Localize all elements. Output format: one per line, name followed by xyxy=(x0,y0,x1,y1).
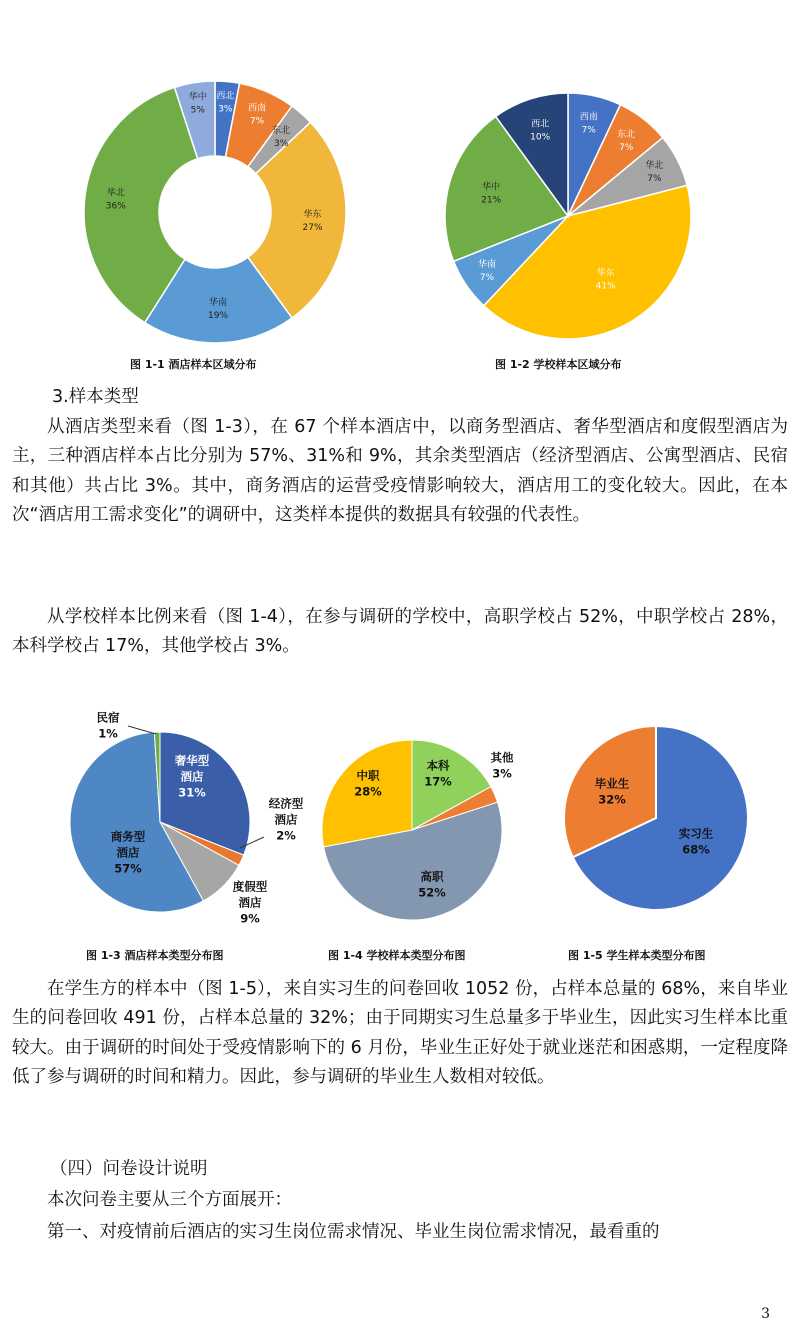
slice-label-西南: 7% xyxy=(249,116,265,127)
slice-label-度假型酒店: 9% xyxy=(240,911,260,926)
page-number: 3 xyxy=(761,1306,770,1322)
slice-label-西北: 3% xyxy=(218,104,233,115)
slice-label-经济型酒店: 酒店 xyxy=(274,812,298,827)
slice-label-西南: 西南 xyxy=(248,103,267,114)
paragraph-school-type: 从学校样本比例来看（图 1-4），在参与调研的学校中，高职学校占 52%，中职学校占 28%，本科学校占 17%，其他学校占 3%。 xyxy=(12,607,788,657)
slice-label-华南: 19% xyxy=(208,310,229,321)
hotel-type-caption: 图 1-3 酒店样本类型分布图 xyxy=(86,949,224,962)
slice-label-西南: 7% xyxy=(581,125,596,136)
slice-label-华中: 华中 xyxy=(482,182,501,193)
student-type-caption: 图 1-5 学生样本类型分布图 xyxy=(568,949,706,962)
slice-label-华北: 7% xyxy=(647,173,662,184)
slice-label-毕业生: 毕业生 xyxy=(594,776,630,791)
slice-label-华南: 华南 xyxy=(209,297,228,308)
slice-label-度假型酒店: 度假型 xyxy=(232,879,268,894)
slice-label-商务型酒店: 酒店 xyxy=(116,845,140,860)
slice-label-民宿: 1% xyxy=(98,726,118,741)
section-heading-sample-type: 3.样本类型 xyxy=(52,387,139,407)
paragraph-hotel-type: 从酒店类型来看（图 1-3），在 67 个样本酒店中，以商务型酒店、奢华型酒店和度假型酒店为主，三种酒店样本占比分别为 57%、31%和 9%，其余类型酒店（经济型酒店、公寓型酒店、民宿和其他）共占比 3%。其中，商务酒店的运营受疫情影响较大，酒店用工的变化较大。因此，在本次“酒店用工需求变化”的调研中，这类样本提供的数据具有较强的代表性。 xyxy=(12,417,788,526)
slice-label-度假型酒店: 酒店 xyxy=(238,895,262,910)
slice-label-华北: 华北 xyxy=(106,188,125,199)
slice-label-民宿: 民宿 xyxy=(96,710,120,725)
paragraph-questionnaire-first: 第一、对疫情前后酒店的实习生岗位需求情况、毕业生岗位需求情况，最看重的 xyxy=(47,1222,660,1242)
slice-label-西北: 西北 xyxy=(216,91,235,102)
slice-label-华东: 华东 xyxy=(596,268,615,279)
student-type-pie-chart xyxy=(560,722,760,922)
slice-label-华东: 27% xyxy=(302,223,323,234)
slice-label-东北: 3% xyxy=(273,138,289,149)
slice-label-中职: 中职 xyxy=(356,768,380,783)
slice-label-商务型酒店: 商务型 xyxy=(110,829,146,844)
slice-label-西南: 西南 xyxy=(579,112,598,123)
slice-label-其他: 其他 xyxy=(490,750,514,765)
slice-label-华中: 华中 xyxy=(188,92,207,103)
slice-label-华东: 41% xyxy=(595,281,616,292)
slice-label-高职: 高职 xyxy=(420,869,444,884)
slice-label-实习生: 实习生 xyxy=(678,826,714,841)
slice-label-高职: 52% xyxy=(418,885,446,900)
slice-label-华东: 华东 xyxy=(303,210,322,221)
slice-label-中职: 28% xyxy=(354,784,382,799)
leader-line-民宿 xyxy=(128,726,156,734)
slice-label-华北: 华北 xyxy=(645,160,664,171)
slice-label-华中: 5% xyxy=(190,105,205,116)
slice-label-华中: 21% xyxy=(481,195,502,206)
slice-label-华南: 7% xyxy=(479,273,495,284)
slice-label-本科: 本科 xyxy=(426,758,450,773)
hotel-type-pie-chart xyxy=(60,696,320,936)
slice-label-东北: 7% xyxy=(619,142,634,153)
slice-label-华南: 华南 xyxy=(477,260,496,271)
slice-label-商务型酒店: 57% xyxy=(114,861,142,876)
slice-label-奢华型酒店: 31% xyxy=(178,785,206,800)
slice-label-毕业生: 32% xyxy=(598,792,626,807)
school-region-pie-chart xyxy=(438,72,718,352)
school-type-caption: 图 1-4 学校样本类型分布图 xyxy=(328,949,466,962)
slice-label-西北: 10% xyxy=(530,132,551,143)
paragraph-questionnaire-intro: 本次问卷主要从三个方面展开： xyxy=(47,1190,292,1210)
slice-label-华北: 36% xyxy=(105,201,126,212)
slice-label-经济型酒店: 2% xyxy=(276,828,296,843)
slice-label-奢华型酒店: 酒店 xyxy=(180,769,204,784)
school-type-pie-chart xyxy=(318,730,528,940)
slice-label-其他: 3% xyxy=(492,766,512,781)
slice-label-经济型酒店: 经济型 xyxy=(268,796,304,811)
slice-label-实习生: 68% xyxy=(682,842,710,857)
slice-label-本科: 17% xyxy=(424,774,452,789)
hotel-region-caption: 图 1-1 酒店样本区域分布 xyxy=(130,358,257,371)
slice-label-西北: 西北 xyxy=(531,119,550,130)
section-heading-questionnaire: （四）问卷设计说明 xyxy=(50,1159,208,1179)
school-region-caption: 图 1-2 学校样本区域分布 xyxy=(495,358,622,371)
paragraph-student-type: 在学生方的样本中（图 1-5），来自实习生的问卷回收 1052 份，占样本总量的 68%，来自毕业生的问卷回收 491 份，占样本总量的 32%；由于同期实习生总量多于毕业生，因此实习生样本比重较大。由于调研的时间处于受疫情影响下的 6 月份，毕业生正好处于就业迷茫和困惑期，一定程度降低了参与调研的时间和精力。因此，参与调研的毕业生人数相对较低。 xyxy=(12,979,788,1088)
hotel-region-donut-chart xyxy=(75,72,355,352)
slice-label-东北: 东北 xyxy=(272,125,291,136)
slice-label-东北: 东北 xyxy=(617,129,636,140)
slice-label-奢华型酒店: 奢华型 xyxy=(174,753,210,768)
